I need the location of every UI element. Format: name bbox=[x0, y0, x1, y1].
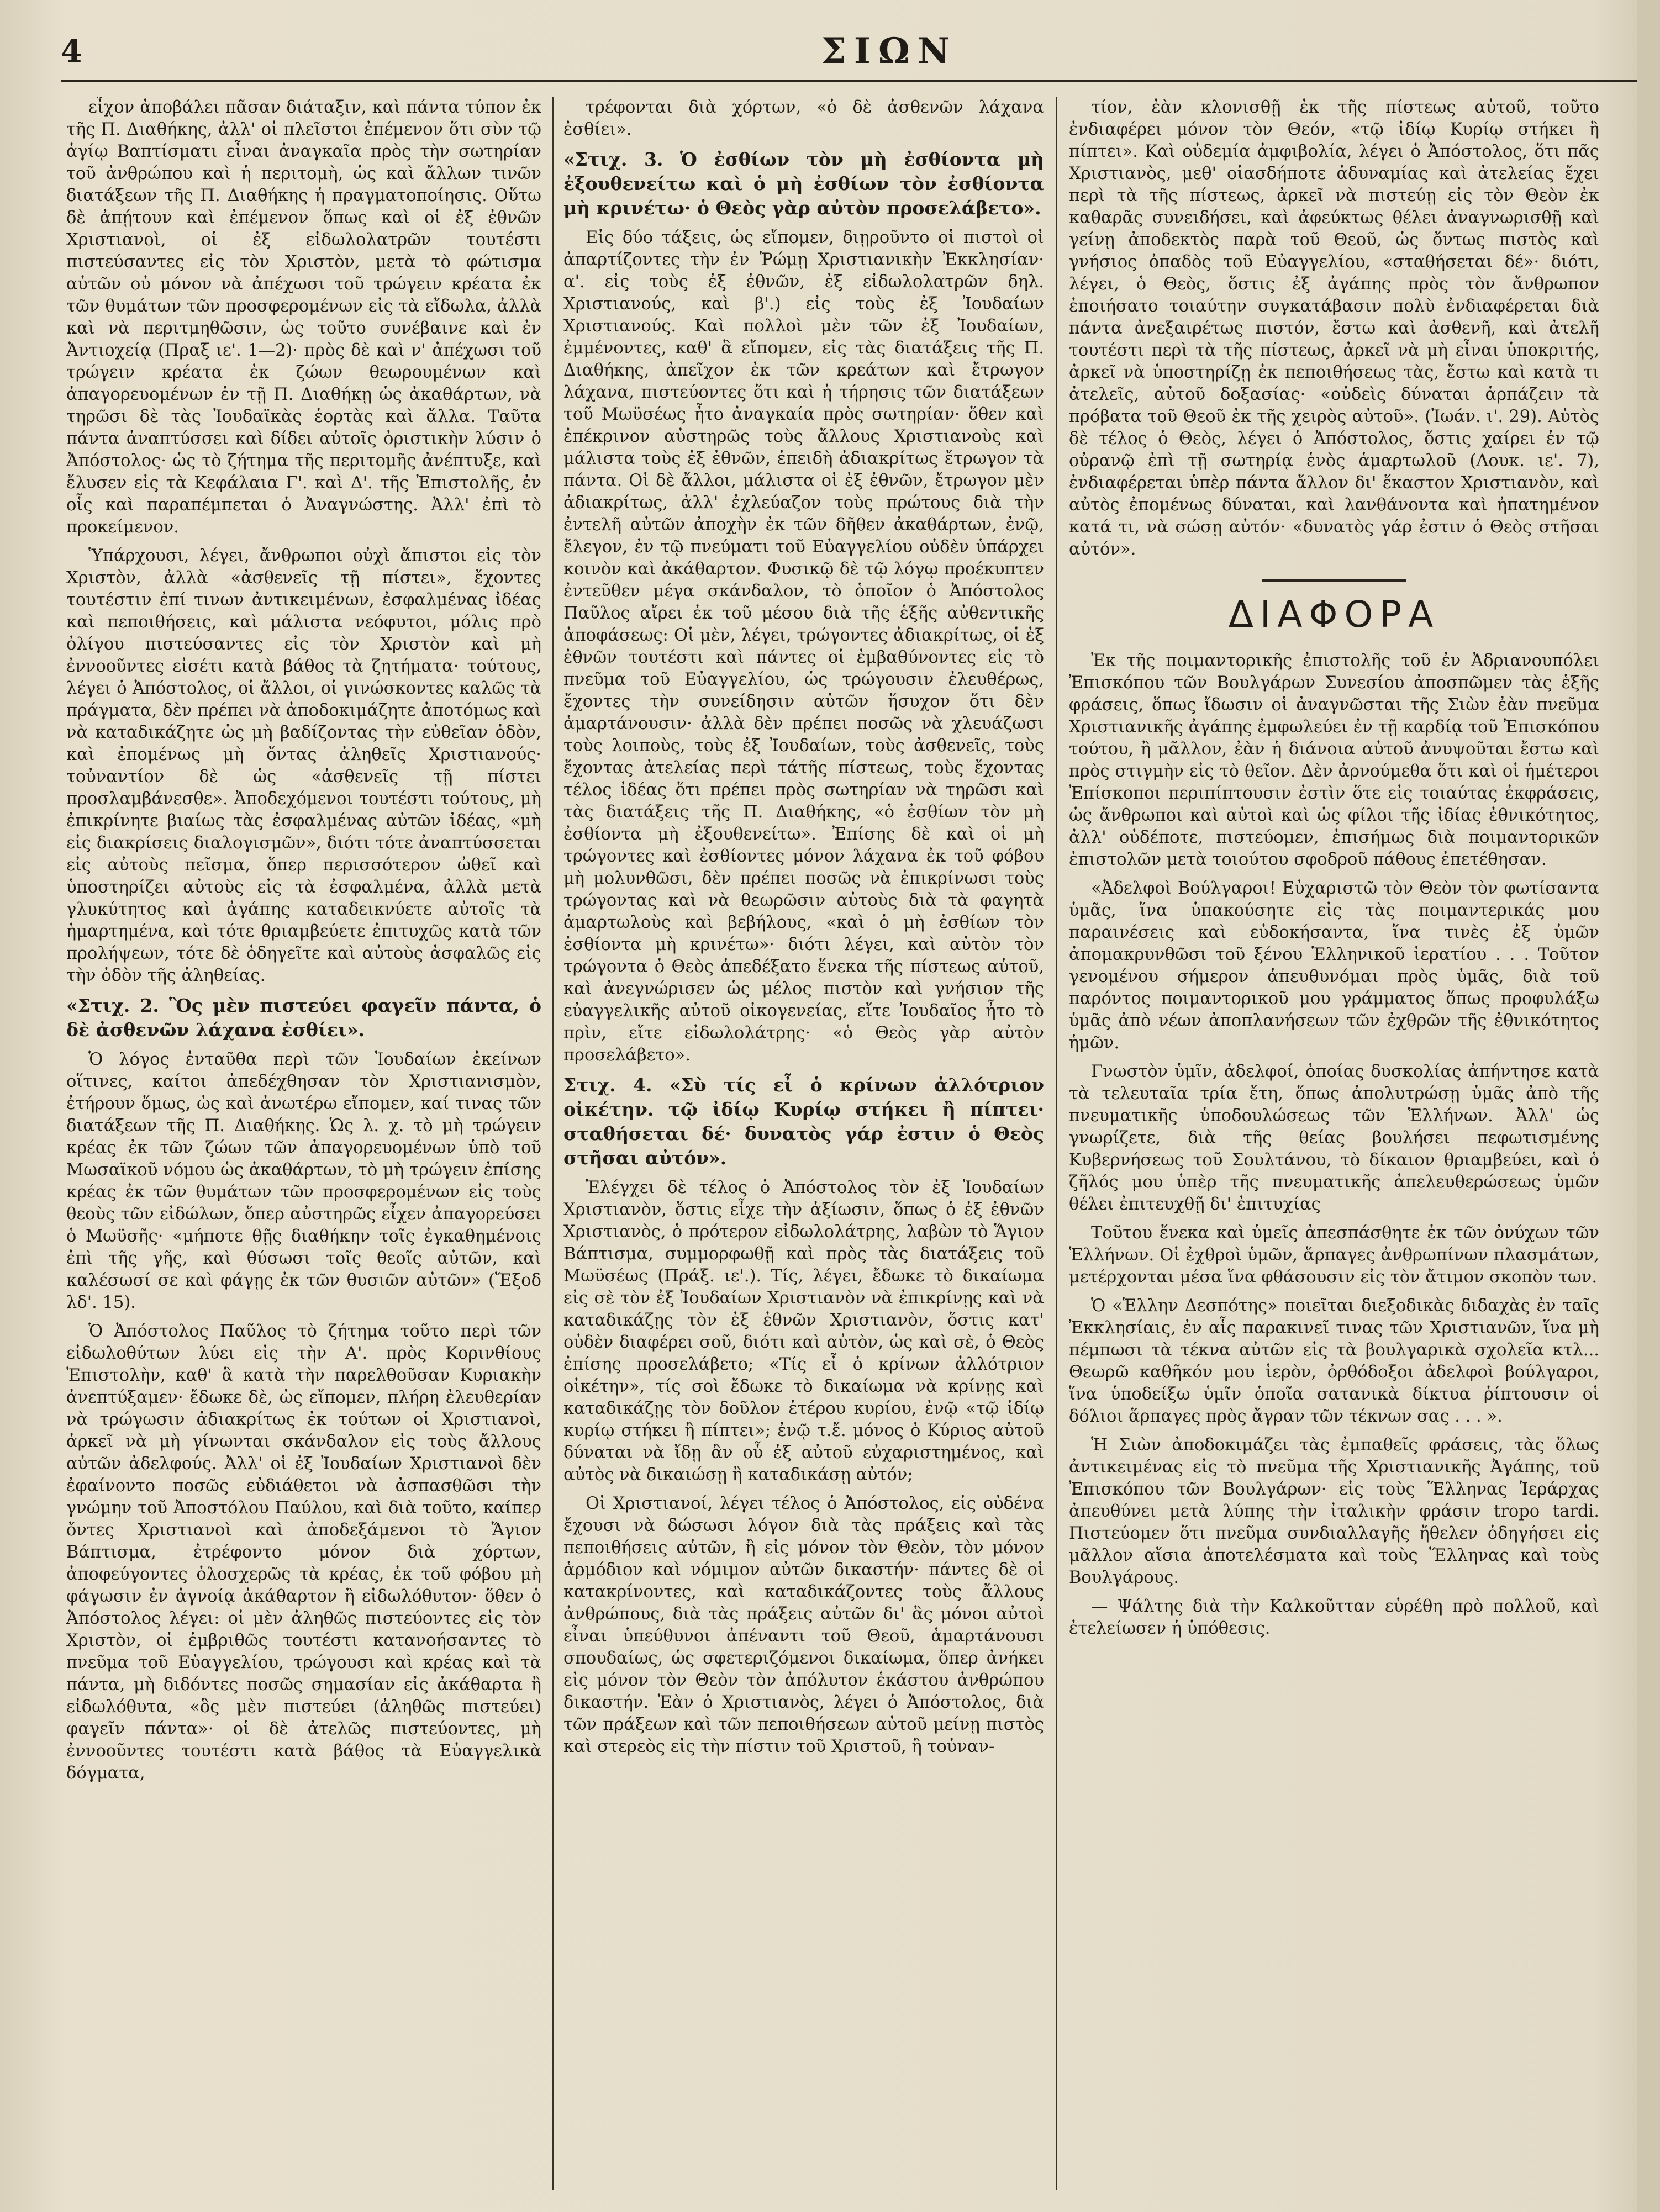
paragraph: Ὁ Ἀπόστολος Παῦλος τὸ ζήτημα τοῦτο περὶ τῶν εἰδωλοθύτων λύει εἰς τὴν Α'. πρὸς Κορινθίους Ἐπιστολὴν, καθ' ἃ κατὰ τὴν παρελθοῦσαν Κυριακὴν ἀνεπτύξαμεν· ἔδωκε δὲ, ὡς εἴπομεν, πλήρη ἐλευθερίαν νὰ τρώγωσιν ἀδιακρίτως ἐκ τούτων οἱ Χριστιανοὶ, ἀρκεῖ νὰ μὴ γίνωνται σκάνδαλον εἰς τοὺς ἄλλους αὐτῶν ἀδελφούς. Ἀλλ' οἱ ἐξ Ἰουδαίων Χριστιανοὶ δὲν ἐφαίνοντο ποσῶς εὐδιάθετοι νὰ ἀσπασθῶσι τὴν γνώμην τοῦ Ἀποστόλου Παύλου, καὶ διὰ τοῦτο, καίπερ ὄντες Χριστιανοὶ καὶ ἀποδεξάμενοι τὸ Ἅγιον Βάπτισμα, ἐτρέφοντο μόνον διὰ χόρτων, ἀποφεύγοντες ὁλοσχερῶς τὰ κρέας, ἐκ τοῦ φόβου μὴ φάγωσιν ἐν ἀγνοίᾳ ἀκάθαρτον ἢ εἰδωλόθυτον· ὅθεν ὁ Ἀπόστολος λέγει: οἱ μὲν ἀληθῶς πιστεύοντες εἰς τὸν Χριστὸν, οἱ ἐμβριθῶς τουτέστι κατανοήσαντες τὸ πνεῦμα τοῦ Εὐαγγελίου, τρώγουσι καὶ κρέας καὶ τὰ πάντα, μὴ διδόντες ποσῶς σημασίαν εἰς ἀκάθαρτα ἢ εἰδωλόθυτα, «ὃς μὲν πιστεύει (ἀληθῶς πιστεύει) φαγεῖν πάντα»· οἱ δὲ ἀτελῶς πιστεύοντες, μὴ ἐννοοῦντες τουτέστι κατὰ βάθος τὰ Εὐαγγελικὰ δόγματα, bbox=[66, 1322, 541, 1783]
masthead-title: ΣΙΩΝ bbox=[821, 30, 958, 72]
paragraph: Οἱ Χριστιανοί, λέγει τέλος ὁ Ἀπόστολος, εἰς οὐδένα ἔχουσι νὰ δώσωσι λόγον διὰ τὰς πράξεις καὶ τὰς πεποιθήσεις αὐτῶν, ἢ εἰς μόνον τὸν Θεὸν, τὸν μόνον ἁρμόδιον καὶ νόμιμον αὐτῶν δικαστήν· πάντες δὲ οἱ κατακρίνοντες, καὶ καταδικάζοντες τοὺς ἄλλους ἀνθρώπους, διὰ τὰς πράξεις αὐτῶν δι' ἃς μόνοι αὐτοὶ εἶναι ὑπεύθυνοι ἀπέναντι τοῦ Θεοῦ, ἁμαρτάνουσι σπουδαίως, ὡς σφετεριζόμενοι δικαίωμα, ὅπερ ἀνήκει εἰς μόνον τὸν Θεὸν τὸν ἀπόλυτον ἑκάστου ἀνθρώπου δικαστήν. Ἐὰν ὁ Χριστιανὸς, λέγει ὁ Ἀπόστολος, διὰ τῶν πράξεων καὶ τῶν πεποιθήσεων αὐτοῦ μείνῃ πιστὸς καὶ στερεὸς εἰς τὴν πίστιν τοῦ Χριστοῦ, ἢ τοὐναν- bbox=[563, 1494, 1044, 1756]
page-header bbox=[61, 30, 1641, 82]
verse-heading: Στιχ. 4. «Σὺ τίς εἶ ὁ κρίνων ἀλλότριον οἰκέτην. τῷ ἰδίῳ Κυρίῳ στήκει ἢ πίπτει· σταθήσεται δέ· δυνατὸς γάρ ἐστιν ὁ Θεὸς στῆσαι αὐτόν». bbox=[563, 1074, 1044, 1169]
verse-heading: «Στιχ. 2. Ὃς μὲν πιστεύει φαγεῖν πάντα, ὁ δὲ ἀσθενῶν λάχανα ἐσθίει». bbox=[66, 995, 541, 1041]
verse-heading: «Στιχ. 3. Ὁ ἐσθίων τὸν μὴ ἐσθίοντα μὴ ἐξουθενείτω καὶ ὁ μὴ ἐσθίων τὸν ἐσθίοντα μὴ κρινέτω· ὁ Θεὸς γὰρ αὐτὸν προσελάβετο». bbox=[563, 149, 1044, 219]
paragraph: Ὁ «Ἑλλην Δεσπότης» ποιεῖται διεξοδικὰς διδαχὰς ἐν ταῖς Ἐκκλησίαις, ἐν αἷς παρακινεῖ τινας τῶν Χριστιανῶν, ἵνα μὴ πέμπωσι τὰ τέκνα αὐτῶν εἰς τὰ βουλγαρικὰ σχολεῖα κτλ... Θεωρῶ καθῆκόν μου ἱερὸν, ὀρθόδοξοι ἀδελφοὶ βούλγαροι, ἵνα ὑποδείξω ὑμῖν ὁποῖα σατανικὰ δίκτυα ῥίπτουσιν οἱ δόλιοι ἅρπαγες πρὸς ἄγραν τῶν τέκνων σας . . . ». bbox=[1069, 1296, 1599, 1426]
paragraph: Τοῦτου ἕνεκα καὶ ὑμεῖς ἀπεσπάσθητε ἐκ τῶν ὀνύχων τῶν Ἑλλήνων. Οἱ ἐχθροὶ ὑμῶν, ἅρπαγες ἀνθρωπίνων πλασμάτων, μετέρχονται μέσα ἵνα φθάσουσιν εἰς τὸν ἄτιμον σκοπὸν των. bbox=[1069, 1223, 1599, 1287]
paragraph: εἶχον ἀποβάλει πᾶσαν διάταξιν, καὶ πάντα τύπον ἐκ τῆς Π. Διαθήκης, ἀλλ' οἱ πλεῖστοι ἐπέμενον ὅτι σὺν τῷ ἁγίῳ Βαπτίσματι εἶναι ἀναγκαῖα πρὸς τὴν σωτηρίαν τοῦ ἀνθρώπου καὶ ἡ περιτομὴ, ὡς καὶ ἄλλων τινῶν διατάξεων τῆς Π. Διαθήκης ἡ πραγματοποίησις. Οὕτω δὲ ἀπῄτουν καὶ ἐπέμενον ὅπως καὶ οἱ ἐξ ἐθνῶν Χριστιανοὶ, οἱ ἐξ εἰδωλολατρῶν τουτέστι πιστεύσαντες εἰς τὸν Χριστὸν, μετὰ τὸ φώτισμα αὐτῶν οὐ μόνον νὰ ἀπέχωσι τοῦ τρώγειν κρέατα ἐκ τῶν θυμάτων τῶν προσφερομένων εἰς τὰ εἴδωλα, ἀλλὰ καὶ νὰ περιτμηθῶσιν, ὡς τοῦτο συνέβαινε καὶ ἐν Ἀντιοχείᾳ (Πραξ ιε'. 1—2)· πρὸς δὲ καὶ ν' ἀπέχωσι τοῦ τρώγειν κρέατα ἐκ ζώων θεωρουμένων καὶ ἀπαγορευομένων ἐν τῇ Π. Διαθήκῃ ὡς ἀκαθάρτων, νὰ τηρῶσι δὲ τὰς Ἰουδαϊκὰς ἑορτὰς καὶ ἄλλα. Ταῦτα πάντα ἀναπτύσσει καὶ δίδει αὐτοῖς ὀριστικὴν λύσιν ὁ Ἀπόστολος· ὡς τὸ ζήτημα τῆς περιτομῆς ἀνέπτυξε, καὶ ἔλυσεν εἰς τὰ Κεφάλαια Γ'. καὶ Δ'. τῆς Ἐπιστολῆς, ἐν οἷς καὶ παραπέμπεται ὁ Ἀναγνώστης. Ἀλλ' ἐπὶ τὸ προκείμενον. bbox=[66, 98, 541, 537]
paragraph: — Ψάλτης διὰ τὴν Καλκοῦτταν εὑρέθη πρὸ πολλοῦ, καὶ ἐτελείωσεν ἡ ὑπόθεσις. bbox=[1069, 1597, 1599, 1638]
paragraph: τίον, ἐὰν κλονισθῇ ἐκ τῆς πίστεως αὐτοῦ, τοῦτο ἐνδιαφέρει μόνον τὸν Θεόν, «τῷ ἰδίῳ Κυρίῳ στήκει ἢ πίπτει». Καὶ οὐδεμία ἀμφιβολία, λέγει ὁ Ἀπόστολος, ὅτι πᾶς Χριστιανὸς, μεθ' οἱασδήποτε ἀδυναμίας καὶ ἀτελείας ἔχει περὶ τὰ τῆς πίστεως, ἀρκεῖ νὰ πιστεύῃ εἰς τὸν Θεὸν ἐκ καθαρᾶς συνειδήσει, καὶ ἀφεύκτως θέλει ἀναγνωρισθῇ καὶ γείνῃ ἀποδεκτὸς παρὰ τοῦ Θεοῦ, ὡς ὄντως πιστὸς καὶ γνήσιος ὀπαδὸς τοῦ Εὐαγγελίου, «σταθήσεται δέ»· διότι, λέγει, ὁ Θεὸς, ὅστις ἐξ ἀγάπης πρὸς τὸν ἄνθρωπον ἐποιήσατο τοιαύτην συγκατάβασιν πολὺ ἐνδιαφέρεται διὰ πάντα ἀνεξαιρέτως πιστόν, ἔστω καὶ ἀσθενῆ, καὶ ἀτελῆ τουτέστι περὶ τὰ τῆς πίστεως, ἀρκεῖ νὰ μὴ εἶναι ὑποκριτής, ἀρκεῖ νὰ ὑποστηρίζῃ ἐκ πεποιθήσεως τὰς, ἔστω καὶ κατὰ τι ἀτελεῖς, αὐτοῦ δοξασίας· «οὐδεὶς δύναται ἁρπάζειν τὰ πρόβατα τοῦ Θεοῦ ἐκ τῆς χειρὸς αὐτοῦ». (Ἰωάν. ι'. 29). Αὐτὸς δὲ τέλος ὁ Θεὸς, λέγει ὁ Ἀπόστολος, ὅστις χαίρει ἐν τῷ οὐρανῷ ἐπὶ τῇ σωτηρίᾳ ἑνὸς ἁμαρτωλοῦ (Λουκ. ιε'. 7), ἐνδιαφέρεται ὑπὲρ πάντα ἄλλον δι' ἕκαστον Χριστιανὸν, καὶ αὐτὸς ἐπομένως δύναται, καὶ λανθάνοντα καὶ ἠπατημένον κατά τι, νὰ σώσῃ αὐτόν· «δυνατὸς γάρ ἐστιν ὁ Θεὸς στῆσαι αὐτόν». bbox=[1069, 98, 1599, 559]
paragraph: Γνωστὸν ὑμῖν, ἀδελφοί, ὁποίας δυσκολίας ἀπήντησε κατὰ τὰ τελευταῖα τρία ἔτη, ὅπως ἀπολυτρώσῃ ὑμᾶς ἀπὸ τῆς πνευματικῆς ὑποδουλώσεως τῶν Ἑλλήνων. Ἀλλ' ὡς γνωρίζετε, διὰ τῆς θείας βουλήσει πεφωτισμένης Κυβερνήσεως τοῦ Σουλτάνου, τὸ δίκαιον θριαμβεύει, καὶ ὁ ζῆλός μου ὑπὲρ τῆς πνευματικῆς ἀπελευθερώσεως ὑμῶν θέλει ἐπιτευχθῇ δι' ἐπιτυχίας bbox=[1069, 1062, 1599, 1214]
column-2 bbox=[563, 97, 1044, 2195]
paragraph: τρέφονται διὰ χόρτων, «ὁ δὲ ἀσθενῶν λάχανα ἐσθίει». bbox=[563, 98, 1044, 139]
column-3 bbox=[1069, 97, 1599, 2195]
page-number: 4 bbox=[61, 33, 82, 70]
section-title: ΔΙΑΦΟΡΑ bbox=[1228, 593, 1440, 636]
paragraph: Ἐκ τῆς ποιμαντορικῆς ἐπιστολῆς τοῦ ἐν Ἀδριανουπόλει Ἐπισκόπου τῶν Βουλγάρων Συνεσίου ἀποσπῶμεν τὰς ἑξῆς φράσεις, ὅπως ἴδωσιν οἱ ἀναγνῶσται τῆς Σιὼν ἐὰν πνεῦμα Χριστιανικῆς ἀγάπης ἐμφωλεύει ἐν τῇ καρδίᾳ τοῦ Ἐπισκόπου τούτου, ἢ μᾶλλον, ἐὰν ἡ διάνοια αὐτοῦ ἀνυψοῦται ἔστω καὶ πρὸς στιγμὴν εἰς τὸ θεῖον. Δὲν ἀρνούμεθα ὅτι καὶ οἱ ἡμέτεροι Ἐπίσκοποι περιπίπτουσιν ἐστὶν ὅτε εἰς τοιαύτας ἐκφράσεις, ὡς ἄνθρωποι καὶ αὐτοὶ καὶ ὡς φίλοι τῆς ἰδίας ἐθνικότητος, ἀλλ' οὐδέποτε, πιστεύομεν, ἐπισήμως διὰ ποιμαντορικῶν ἐπιστολῶν μετὰ τοιούτου σφοδροῦ πάθους ἐπετέθησαν. bbox=[1069, 651, 1599, 869]
paragraph: Ἐλέγχει δὲ τέλος ὁ Ἀπόστολος τὸν ἐξ Ἰουδαίων Χριστιανὸν, ὅστις εἶχε τὴν ἀξίωσιν, ὅπως ὁ ἐξ ἐθνῶν Χριστιανὸς, ὁ πρότερον εἰδωλολάτρης, λαβὼν τὸ Ἅγιον Βάπτισμα, συμμορφωθῇ καὶ πρὸς τὰς διατάξεις τοῦ Μωϋσέως (Πράξ. ιε'.). Τίς, λέγει, ἔδωκε τὸ δικαίωμα εἰς σὲ τὸν ἐξ Ἰουδαίων Χριστιανὸν νὰ ἐπικρίνῃς καὶ νὰ καταδικάζῃς τὸν ἐξ ἐθνῶν Χριστιανὸν, ὅστις κατ' οὐδὲν διαφέρει σοῦ, διότι καὶ αὐτὸν, ὡς καὶ σὲ, ὁ Θεὸς ἐπίσης προσελάβετο; «Τίς εἶ ὁ κρίνων ἀλλότριον οἰκέτην», τίς σοὶ ἔδωκε τὸ δικαίωμα νὰ κρίνῃς καὶ καταδικάζῃς τὸν δοῦλον ἑτέρου κυρίου, ἐνῷ «τῷ ἰδίῳ κυρίῳ στήκει ἢ πίπτει»; ἐνῷ τ.ἔ. μόνος ὁ Κύριος αὐτοῦ δύναται νὰ ἴδῃ ἂν οὗ ἐξ αὐτοῦ εὐχαριστημένος, καὶ αὐτὸς νὰ δικαιώσῃ ἢ καταδικάσῃ αὐτόν; bbox=[563, 1178, 1044, 1485]
column-divider bbox=[552, 97, 554, 2190]
paragraph: Εἰς δύο τάξεις, ὡς εἴπομεν, διῃροῦντο οἱ πιστοὶ οἱ ἀπαρτίζοντες τὴν ἐν Ῥώμῃ Χριστιανικὴν Ἐκκλησίαν· α'. εἰς τοὺς ἐξ ἐθνῶν, ἐξ εἰδωλολατρῶν δηλ. Χριστιανούς, καὶ β'.) εἰς τοὺς ἐξ Ἰουδαίων Χριστιανούς. Καὶ πολλοὶ μὲν τῶν ἐξ Ἰουδαίων, ἐμμένοντες, καθ' ἃ εἴπομεν, εἰς τὰς διατάξεις τῆς Π. Διαθήκης, ἀπεῖχον ἐκ τῶν κρεάτων καὶ ἔτρωγον λάχανα, πιστεύοντες ὅτι καὶ ἡ τήρησις τῶν διατάξεων τοῦ Μωϋσέως ἦτο ἀναγκαία πρὸς σωτηρίαν· ὅθεν καὶ ἐπέκρινον αὐστηρῶς τοὺς ἄλλους Χριστιανοὺς καὶ μάλιστα τοὺς ἐξ ἐθνῶν, ἐπειδὴ ἀδιακρίτως ἔτρωγον τὰ πάντα. Οἱ δὲ ἄλλοι, μάλιστα οἱ ἐξ ἐθνῶν, ἔτρωγον μὲν ἀδιακρίτως, ἀλλ' ἐχλεύαζον τοὺς πρώτους διὰ τὴν ἐντελῆ αὐτῶν ἀποχὴν ἐκ τῶν δῆθεν ἀκαθάρτων, ἐνῷ, ἔλεγον, ἐν τῷ πνεύματι τοῦ Εὐαγγελίου οὐδὲν ὑπάρχει κοινὸν καὶ ἀκάθαρτον. Φυσικῷ δὲ τῷ λόγῳ προέκυπτεν ἐντεῦθεν μέγα σκάνδαλον, τὸ ὁποῖον ὁ Ἀπόστολος Παῦλος αἴρει ἐκ τοῦ μέσου διὰ τῆς ἑξῆς αὐθεντικῆς ἀποφάσεως: Οἱ μὲν, λέγει, τρώγοντες ἀδιακρίτως, οἱ ἐξ ἐθνῶν τουτέστι καὶ πάντες οἱ ἐμβαθύνοντες εἰς τὸ πνεῦμα τοῦ Εὐαγγελίου, ὡς τρώγουσιν ἐλευθέρως, ἔχοντες τὴν συνείδησιν αὐτῶν ἥσυχον ὅτι δὲν ἁμαρτάνουσιν· ἀλλὰ δὲν πρέπει ποσῶς νὰ χλευάζωσι τοὺς λοιποὺς, τοὺς ἐξ Ἰουδαίων, τοὺς ἀσθενεῖς, τοὺς ἔχοντας ἀτελείας περὶ τάτῆς πίστεως, τοὺς ἔχοντας τέλος ἰδέας ὅτι πρέπει πρὸς σωτηρίαν νὰ τηρῶσι καὶ τὰς διατάξεις τῆς Π. Διαθήκης, «ὁ ἐσθίων τὸν μὴ ἐσθίοντα μὴ ἐξουθενείτω». Ἐπίσης δὲ καὶ οἱ μὴ τρώγοντες καὶ ἐσθίοντες μόνον λάχανα ἐκ τοῦ φόβου μὴ μολυνθῶσι, δὲν πρέπει ποσῶς νὰ ἐπικρίνωσι τοὺς τρώγοντας καὶ νὰ θεωρῶσιν αὐτοὺς διὰ τὰ φαγητὰ ἁμαρτωλοὺς καὶ βεβήλους, «καὶ ὁ μὴ ἐσθίων τὸν ἐσθίοντα μὴ κρινέτω»· διότι λέγει, καὶ αὐτὸν τὸν τρώγοντα ὁ Θεὸς ἀπεδέξατο ἕνεκα τῆς πίστεως αὐτοῦ, καὶ ἀνεγνώρισεν ὡς μέλος πιστὸν καὶ γνήσιον τῆς εὐαγγελικῆς αὐτοῦ οἰκογενείας, εἴτε Ἰουδαῖος ἦτο τὸ πρὶν, εἴτε εἰδωλολάτρης· «ὁ Θεὸς γὰρ αὐτὸν προσελάβετο». bbox=[563, 228, 1044, 1065]
column-1 bbox=[66, 97, 541, 2195]
paragraph: Ὑπάρχουσι, λέγει, ἄνθρωποι οὐχὶ ἄπιστοι εἰς τὸν Χριστὸν, ἀλλὰ «ἀσθενεῖς τῇ πίστει», ἔχοντες τουτέστιν ἐπί τινων ἀντικειμένων, ἐσφαλμένας ἰδέας καὶ πεποιθήσεις, καὶ μάλιστα νεόφυτοι, μόλις πρὸ ὀλίγου πιστεύσαντες εἰς τὸν Χριστὸν καὶ μὴ ἐννοοῦντες εἰσέτι κατὰ βάθος τὰ ζητήματα· τούτους, λέγει ὁ Ἀπόστολος, οἱ ἄλλοι, οἱ γινώσκοντες καλῶς τὰ πράγματα, δὲν πρέπει νὰ ἀποδοκιμάζητε ἀποτόμως καὶ νὰ καταδικάζητε ὡς μὴ βαδίζοντας τὴν εὐθεῖαν ὁδὸν, καὶ ἐπομένως μὴ ὄντας ἀληθεῖς Χριστιανούς· τοὐναντίον δὲ ὡς «ἀσθενεῖς τῇ πίστει προσλαμβάνεσθε». Ἀποδεχόμενοι τουτέστι τούτους, μὴ ἐπικρίνητε βιαίως τὰς ἐσφαλμένας αὐτῶν ἰδέας, «μὴ εἰς διακρίσεις διαλογισμῶν», διότι τότε ἀναπτύσσεται εἰς αὐτοὺς πεῖσμα, ὅπερ περισσότερον ὠθεῖ καὶ ὑποστηρίζει αὐτοὺς εἰς τὰ ἐσφαλμένα, ἀλλὰ μετὰ γλυκύτητος καὶ ἀγάπης καταδεικνύετε αὐτοῖς τὰ ἡμαρτημένα, καὶ τότε θριαμβεύετε ἐπιτυχῶς κατὰ τῶν προλήψεων, τότε δὲ ὁδηγεῖτε καὶ αὐτοὺς ἀσφαλῶς εἰς τὴν ὁδὸν τῆς ἀληθείας. bbox=[66, 546, 541, 985]
paragraph: «Ἀδελφοὶ Βούλγαροι! Εὐχαριστῶ τὸν Θεὸν τὸν φωτίσαντα ὑμᾶς, ἵνα ὑπακούσητε εἰς τὰς ποιμαντερικάς μου παραινέσεις καὶ εὐδοκήσαντα, ἵνα τινὲς ἐξ ὑμῶν ἀπομακρυνθῶσι τοῦ ξένου Ἑλληνικοῦ ἱερατίου . . . Τοῦτον γενομένου σήμερον ἀπευθυνόμαι πρὸς ὑμᾶς, διὰ τοῦ παρόντος ποιμαντορικοῦ μου γράμματος ὅπως προφυλάξω ὑμᾶς ἀπὸ νέων ἀποπλανήσεων τῶν ἐχθρῶν τῆς ἐθνικότητος ἡμῶν. bbox=[1069, 879, 1599, 1053]
page-edge bbox=[1637, 0, 1660, 2212]
column-divider bbox=[1056, 97, 1057, 2190]
paragraph: Ἡ Σιὼν ἀποδοκιμάζει τὰς ἐμπαθεῖς φράσεις, τὰς ὅλως ἀντικειμένας εἰς τὸ πνεῦμα τῆς Χριστιανικῆς Ἀγάπης, τοῦ Ἐπισκόπου τῶν Βουλγάρων· εἰς τοὺς Ἕλληνας Ἱεράρχας ἀπευθύνει μετὰ λύπης τὴν ἰταλικὴν φράσιν tropo tardi. Πιστεύομεν ὅτι πνεῦμα συνδιαλλαγῆς ἤθελεν ὁδηγήσει εἰς μᾶλλον αἴσια ἀποτελέσματα καὶ τοὺς Ἕλληνας καὶ τοὺς Βουλγάρους. bbox=[1069, 1435, 1599, 1587]
section-separator bbox=[1262, 579, 1406, 582]
paragraph: Ὁ λόγος ἐνταῦθα περὶ τῶν Ἰουδαίων ἐκείνων οἵτινες, καίτοι ἀπεδέχθησαν τὸν Χριστιανισμὸν, ἐτήρουν ὅμως, ὡς καὶ ἀνωτέρω εἴπομεν, καί τινας τῶν διατάξεων τῆς Π. Διαθήκης. Ὡς λ. χ. τὸ μὴ τρώγειν κρέας ἐκ τῶν ζώων τῶν ἀπαγορευομένων ὑπὸ τοῦ Μωσαϊκοῦ νόμου ὡς ἀκαθάρτων, τὸ μὴ τρώγειν ἐπίσης κρέας ἐκ τῶν θυμάτων τῶν προσφερομένων εἰς τοὺς θεοὺς τῶν εἰδώλων, ὅπερ αὐστηρῶς εἶχεν ἀπαγορεύσει ὁ Μωϋσῆς· «μήποτε θῇς διαθήκην τοῖς ἐγκαθημένοις ἐπὶ τῆς γῆς, καὶ θύσωσι τοῖς θεοῖς αὐτῶν, καὶ καλέσωσί σε καὶ φάγῃς ἐκ τῶν θυσιῶν αὐτῶν» (Ἔξοδ λδ'. 15). bbox=[66, 1050, 541, 1312]
